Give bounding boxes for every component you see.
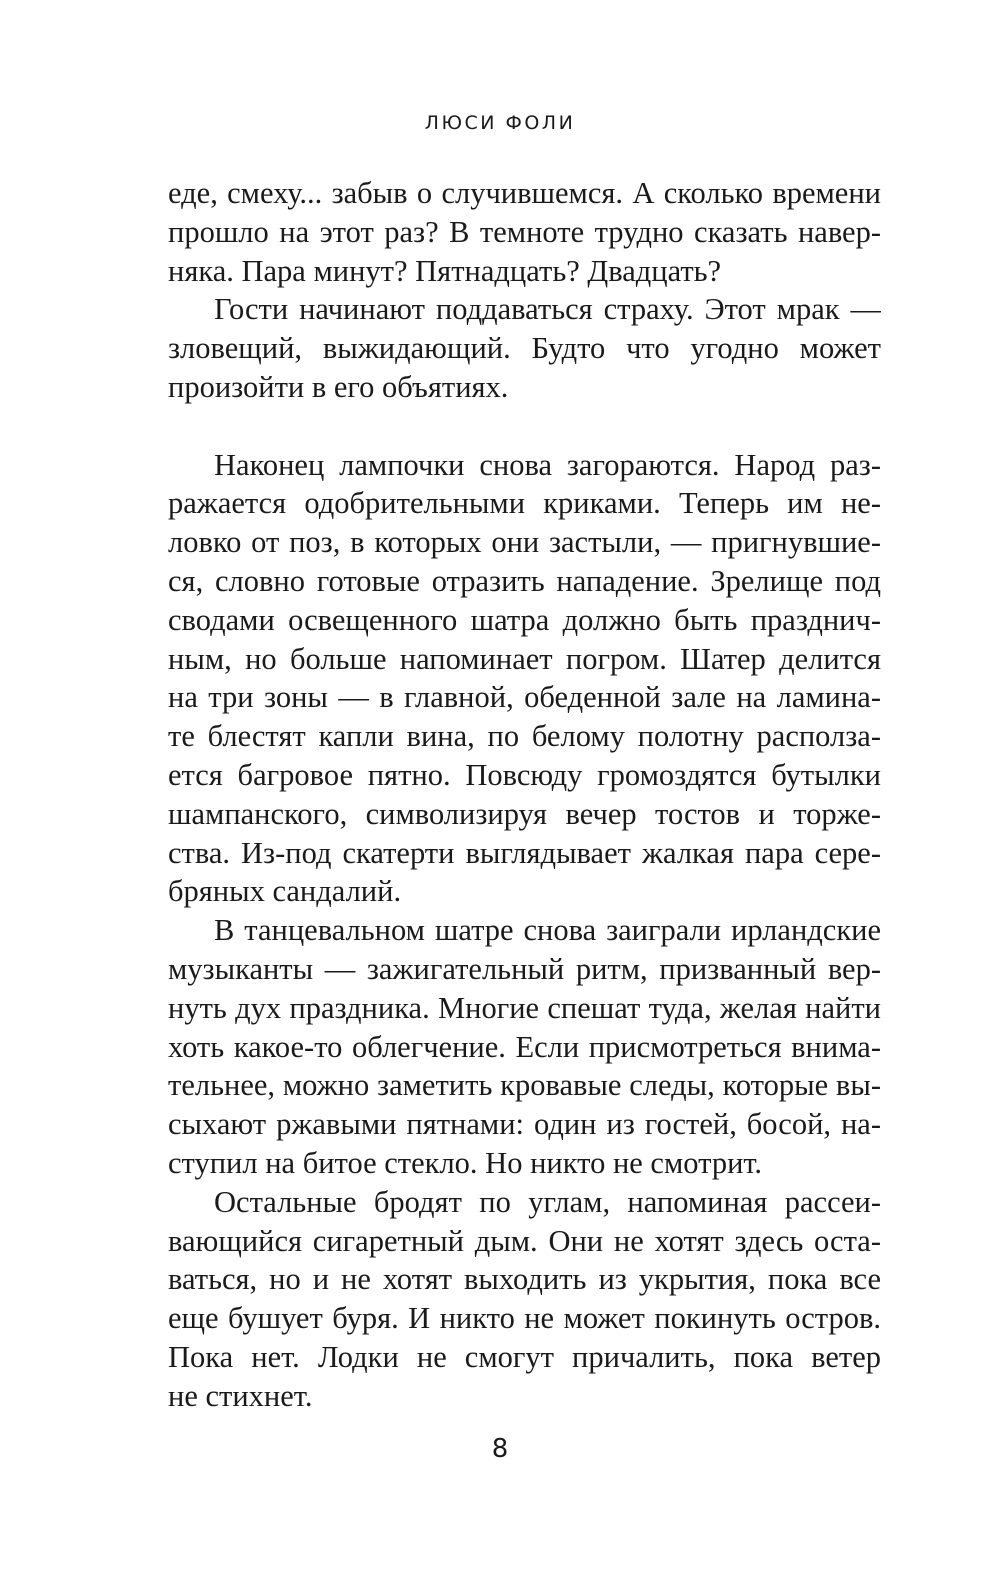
page-number: 8 [491, 1434, 509, 1464]
paragraph [168, 290, 881, 406]
text-line: сыхают ржавыми пятнами: один из гостей, босой, на- [168, 1107, 881, 1142]
text-line: ражается одобрительными криками. Теперь им не- [168, 486, 881, 521]
text-line: прошло на этот раз? В темноте трудно сказать навер- [168, 214, 881, 249]
text-line: на три зоны — в главной, обеденной зале на ламина- [168, 680, 881, 715]
text-line: еде, смеху... забыв о случившемся. А сколько времени [168, 176, 881, 210]
text-line: ступил на битое стекло. Но никто не смотрит. [168, 1145, 763, 1180]
text-line: зловещий, выжидающий. Будто что угодно может [168, 331, 881, 366]
paragraph [168, 446, 881, 912]
text-line: шампанского, символизируя вечер тостов и торже- [168, 796, 881, 831]
text-line: бряных сандалий. [168, 874, 402, 909]
text-line: хоть какое-то облегчение. Если присмотреться внима- [168, 1029, 881, 1064]
text-line: тельнее, можно заметить кровавые следы, которые вы- [168, 1068, 881, 1103]
text-line: ным, но больше напоминает погром. Шатер делится [168, 641, 881, 676]
paragraph [168, 174, 881, 290]
text-line: Наконец лампочки снова загораются. Народ раз- [214, 447, 881, 482]
text-line: ловко от поз, в которых они застыли, — пригнувшие- [168, 525, 881, 560]
text-line: ваться, но и не хотят выходить из укрытия, пока все [168, 1262, 881, 1297]
text-line: произойти в его объятиях. [168, 369, 509, 404]
text-line: те блестят капли вина, по белому полотну располза- [168, 719, 881, 754]
text-line: ется багровое пятно. Повсюду громоздятся бутылки [168, 757, 881, 792]
section-break [168, 407, 881, 446]
text-line: ся, словно готовые отразить нападение. Зрелище под [168, 563, 881, 598]
text-line: В танцевальном шатре снова заиграли ирландские [214, 913, 881, 948]
body-text [168, 174, 881, 1416]
text-line: ства. Из-под скатерти выглядывает жалкая пара сере- [168, 835, 881, 870]
text-line: няка. Пара минут? Пятнадцать? Двадцать? [168, 253, 722, 288]
paragraph [168, 1183, 881, 1416]
text-line: вающийся сигаретный дым. Они не хотят здесь оста- [168, 1223, 881, 1258]
text-line: музыканты — зажигательный ритм, призванный вер- [168, 951, 881, 986]
text-line: сводами освещенного шатра должно быть празднич- [168, 602, 881, 637]
paragraph [168, 911, 881, 1183]
text-line: нуть дух праздника. Многие спешат туда, желая найти [168, 990, 881, 1025]
text-line: еще бушует буря. И никто не может покинуть остров. [168, 1301, 881, 1336]
text-line: Пока нет. Лодки не смогут причалить, пока ветер [168, 1339, 881, 1374]
text-line: не стихнет. [168, 1378, 313, 1413]
running-head: ЛЮСИ ФОЛИ [424, 112, 576, 134]
text-line: Остальные бродят по углам, напоминая рассеи- [214, 1184, 881, 1219]
text-line: Гости начинают поддаваться страху. Этот мрак — [214, 292, 881, 327]
